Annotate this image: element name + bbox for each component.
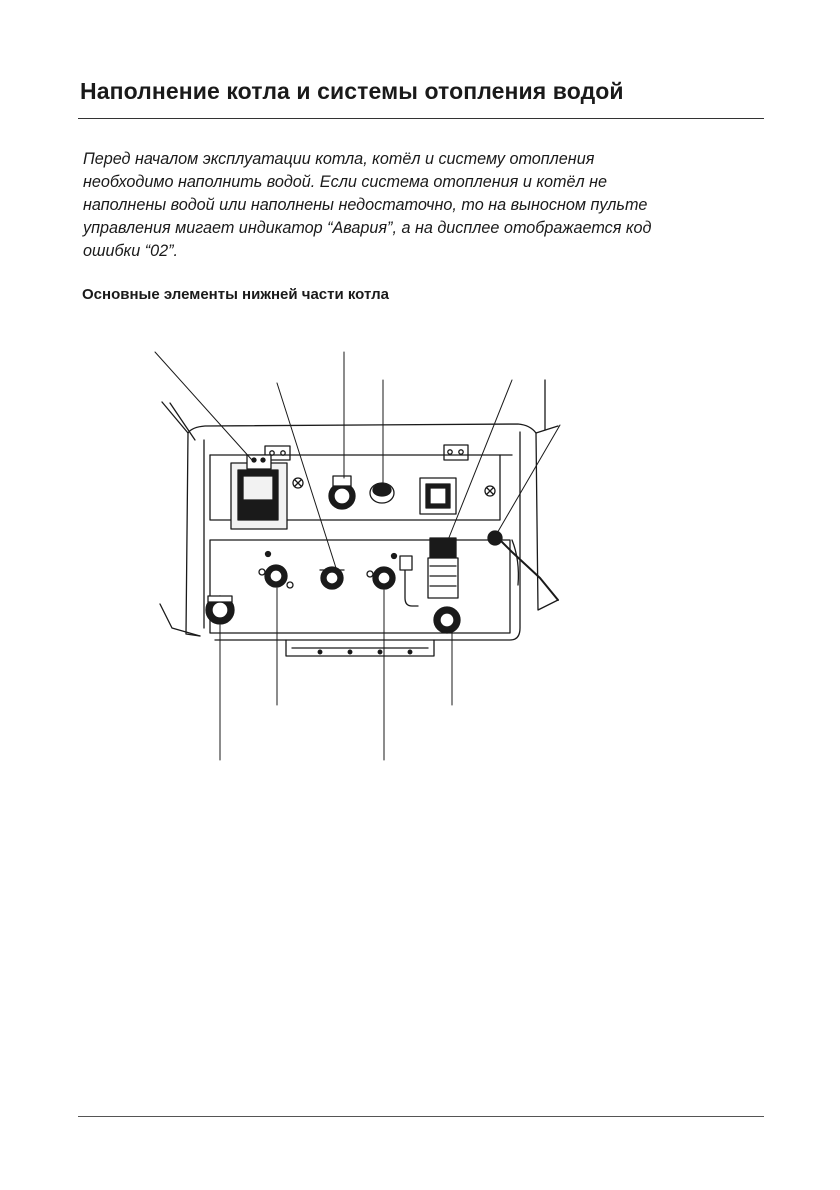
section-heading: Основные элементы нижней части котла <box>82 286 389 303</box>
intro-paragraph: Перед началом эксплуатации котла, котёл и систему отопления необходимо наполнить водой. Если система отопления и котёл не наполнены водой или наполнены недостаточно, то на выносном пульте управления мигает индикатор “Авария”, а на дисплее отображается код ошибки “02”. <box>83 150 652 260</box>
inspection-window <box>420 478 456 514</box>
footer-divider <box>78 1116 764 1117</box>
heating-flow-fitting <box>367 554 397 590</box>
cold-water-inlet-fitting <box>259 552 293 589</box>
title-divider <box>78 118 764 119</box>
drain-valve <box>400 556 418 606</box>
pressure-sensor-cable <box>488 531 558 600</box>
condensate-port <box>370 483 394 503</box>
callout-leaders <box>155 352 560 760</box>
pressure-relief-valve <box>428 538 460 633</box>
bottom-rail <box>286 640 434 656</box>
boiler-bottom-diagram <box>140 340 580 770</box>
hot-water-outlet-fitting <box>320 567 344 589</box>
heating-return-fitting <box>206 596 234 624</box>
gas-inlet-fitting <box>329 476 355 509</box>
page-title: Наполнение котла и системы отопления водой <box>80 78 624 104</box>
electrical-connector <box>231 455 287 529</box>
mounting-bracket-right <box>444 445 468 460</box>
